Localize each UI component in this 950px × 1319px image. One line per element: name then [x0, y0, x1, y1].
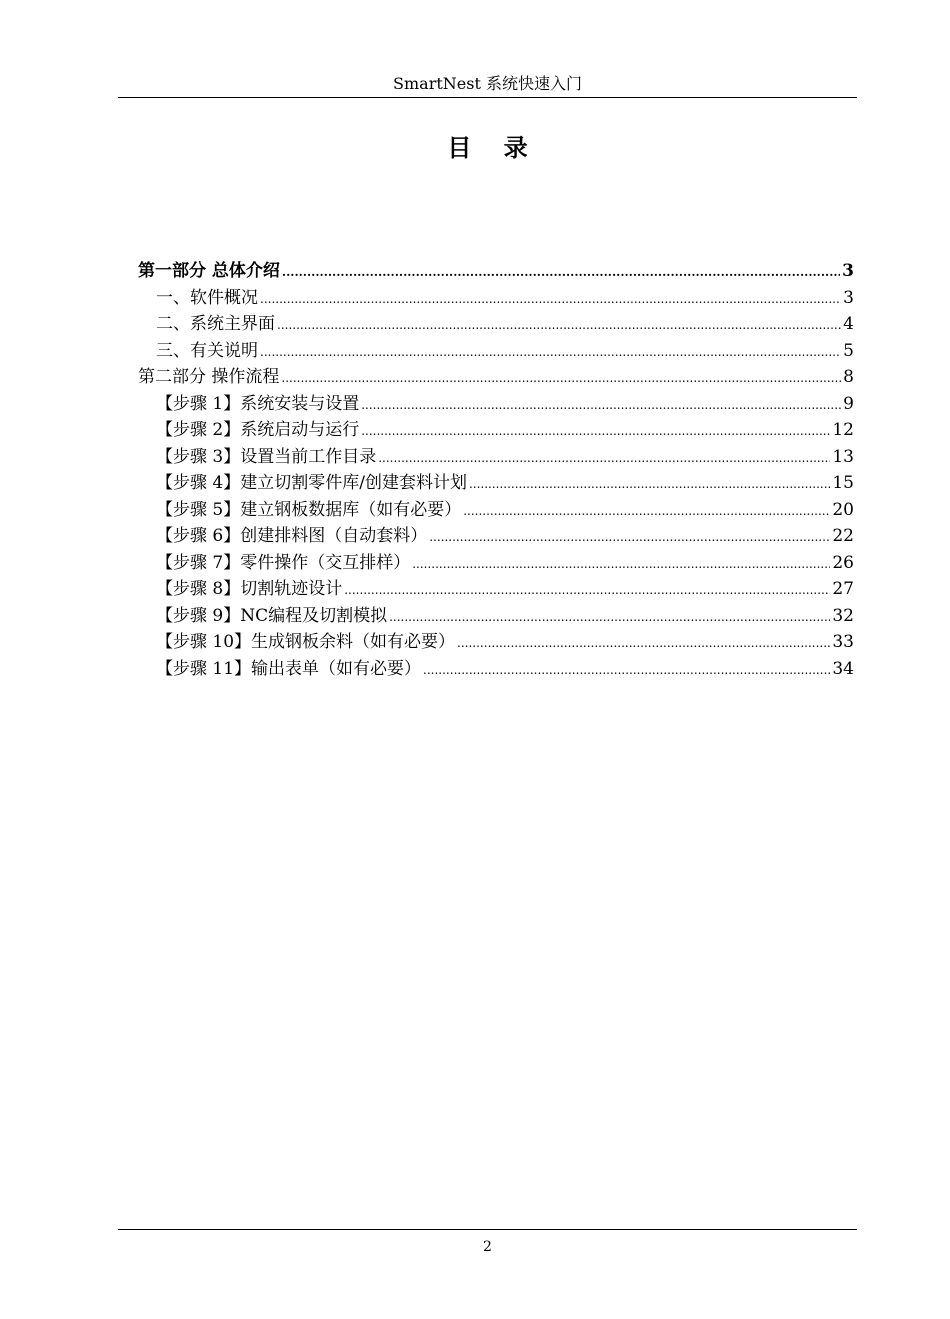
toc-entry-page: 3	[842, 261, 854, 281]
toc-entry-page: 20	[832, 499, 854, 520]
toc-entry-label: 【步骤 8】切割轨迹设计	[156, 579, 343, 599]
toc-dot-leader	[463, 498, 830, 525]
toc-dot-leader	[429, 524, 830, 551]
toc-dot-leader	[389, 604, 830, 631]
toc-entry[interactable]	[138, 391, 854, 418]
toc-dot-leader	[344, 577, 830, 604]
toc-dot-leader	[260, 286, 841, 313]
toc-entry-page: 4	[843, 314, 854, 334]
toc-entry[interactable]	[138, 364, 854, 391]
toc-dot-leader	[412, 551, 830, 578]
toc-dot-leader	[423, 657, 830, 684]
toc-entry-label: 【步骤 3】设置当前工作目录	[156, 446, 377, 467]
toc-entry-label: 第一部分 总体介绍	[138, 261, 280, 281]
toc-entry[interactable]	[138, 656, 854, 683]
toc-entry[interactable]	[138, 629, 854, 656]
page-number: 2	[483, 1239, 492, 1255]
toc-entry-label: 三、有关说明	[156, 340, 258, 361]
toc-entry-page: 32	[832, 605, 854, 626]
toc-dot-leader	[282, 259, 840, 286]
toc-entry[interactable]	[138, 258, 854, 285]
toc-entry-page: 9	[843, 393, 854, 414]
toc-entry[interactable]	[138, 603, 854, 630]
toc-dot-leader	[361, 418, 830, 445]
toc-entry-label: 【步骤 2】系统启动与运行	[156, 420, 360, 440]
toc-entry[interactable]	[138, 550, 854, 577]
toc-entry[interactable]	[138, 417, 854, 444]
toc-entry[interactable]	[138, 470, 854, 497]
toc-entry-label: 【步骤 4】建立切割零件库/创建套料计划	[156, 473, 467, 493]
toc-entry-page: 33	[832, 632, 854, 652]
toc-entry-page: 12	[832, 420, 854, 440]
toc-dot-leader	[469, 471, 830, 498]
toc-entry-label: 【步骤 10】生成钢板余料（如有必要）	[156, 632, 456, 652]
toc-title: 目 录	[447, 133, 540, 162]
header-rule	[118, 97, 857, 98]
toc-entry-page: 5	[843, 340, 854, 361]
toc-dot-leader	[378, 445, 830, 472]
toc-entry-page: 22	[832, 526, 854, 546]
toc-entry-label: 二、系统主界面	[156, 314, 275, 334]
toc-entry-label: 【步骤 6】创建排料图（自动套料）	[156, 526, 428, 546]
toc-entry-label: 【步骤 7】零件操作（交互排样）	[156, 552, 411, 573]
toc-entry-label: 【步骤 1】系统安装与设置	[156, 393, 360, 414]
toc-entry-page: 3	[843, 287, 854, 308]
toc-entry[interactable]	[138, 311, 854, 338]
toc-entry[interactable]	[138, 497, 854, 524]
page-header: SmartNest 系统快速入门	[393, 74, 582, 93]
toc-entry[interactable]	[138, 444, 854, 471]
footer-rule	[118, 1229, 857, 1230]
toc-entry-page: 27	[832, 579, 854, 599]
toc-entry[interactable]	[138, 523, 854, 550]
toc-entry-page: 26	[832, 552, 854, 573]
toc-entry-label: 【步骤 9】NC编程及切割模拟	[156, 605, 388, 626]
toc-entry-page: 34	[832, 658, 854, 679]
table-of-contents	[138, 258, 854, 682]
toc-entry-label: 一、软件概况	[156, 287, 258, 308]
toc-dot-leader	[361, 392, 841, 419]
toc-entry[interactable]	[138, 576, 854, 603]
toc-entry[interactable]	[138, 285, 854, 312]
toc-entry-label: 第二部分 操作流程	[138, 367, 280, 387]
toc-dot-leader	[457, 630, 830, 657]
toc-dot-leader	[260, 339, 841, 366]
toc-entry-page: 8	[843, 367, 854, 387]
toc-entry[interactable]	[138, 338, 854, 365]
toc-entry-label: 【步骤 5】建立钢板数据库（如有必要）	[156, 499, 462, 520]
toc-dot-leader	[281, 365, 841, 392]
toc-entry-page: 13	[832, 446, 854, 467]
toc-entry-label: 【步骤 11】输出表单（如有必要）	[156, 658, 422, 679]
toc-entry-page: 15	[832, 473, 854, 493]
toc-dot-leader	[277, 312, 841, 339]
